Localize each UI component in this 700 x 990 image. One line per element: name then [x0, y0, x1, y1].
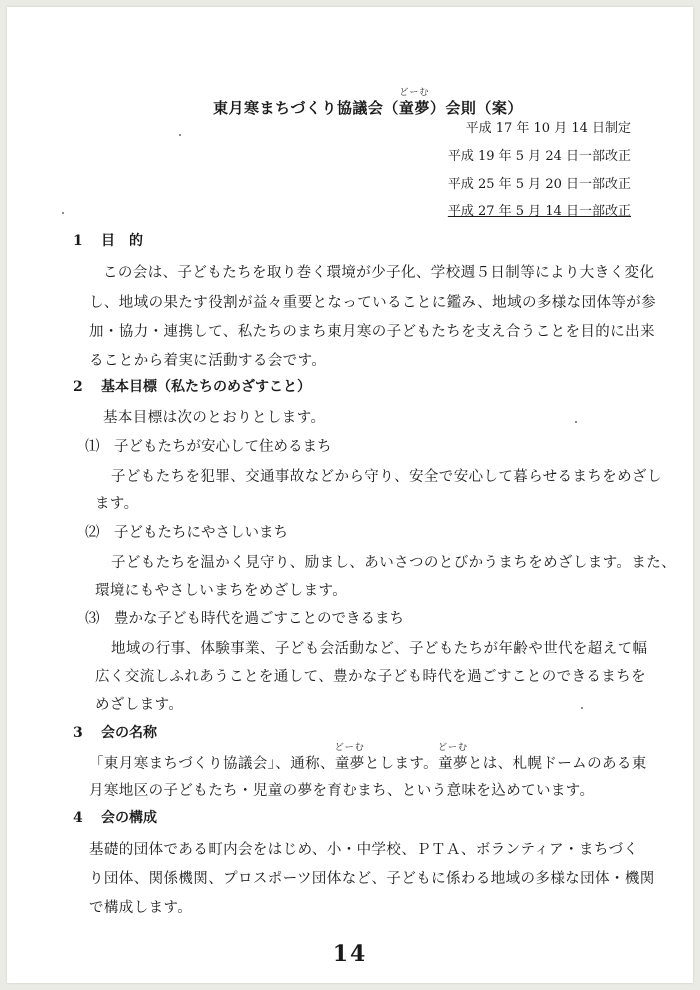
- scan-speck: [575, 421, 577, 423]
- title-part-2: ）会則（案）: [429, 99, 523, 117]
- title-ruby-base: 童夢: [398, 99, 430, 117]
- title-part-1: 東月寒まちづくり協議会（: [213, 99, 399, 117]
- section-4-number: 4: [73, 810, 83, 826]
- revision-line-4: 平成 27 年 5 月 14 日一部改正: [447, 204, 631, 219]
- name-ruby-1: [334, 743, 365, 773]
- section-2-heading: [73, 376, 311, 396]
- revision-line-1: 平成 17 年 10 月 14 日制定: [465, 121, 631, 136]
- section-1-line-2: し、地域の果たす役割が益々重要となっていることに鑑み、地域の多様な団体等が参: [89, 295, 657, 311]
- goal-1-line-2: ます。: [95, 496, 139, 512]
- scan-speck: [581, 707, 583, 709]
- scan-speck: [179, 134, 181, 136]
- title-ruby-reading: どーむ: [399, 88, 430, 98]
- goal-2-line-2: 環境にもやさしいまちをめざします。: [95, 583, 348, 599]
- section-2-number: 2: [73, 379, 83, 395]
- title-ruby: [398, 88, 430, 118]
- name-ruby-2: [437, 743, 468, 773]
- name-ruby-2-reading: どーむ: [437, 743, 468, 753]
- goal-3-line-2: 広く交流しふれあうことを通して、豊かな子ども時代を過ごすことのできるまちを: [95, 669, 647, 685]
- document-title: [213, 88, 523, 118]
- section-1-line-4: ることから着実に活動する会です。: [89, 353, 327, 369]
- section-3-number: 3: [73, 725, 83, 741]
- section-1-title: 目 的: [101, 233, 143, 249]
- section-3-line-1: [89, 743, 647, 773]
- revision-line-2: 平成 19 年 5 月 24 日一部改正: [447, 149, 631, 164]
- section-4-line-3: で構成します。: [89, 900, 193, 916]
- goal-3-label: ⑶ 豊かな子ども時代を過ごすことのできるまち: [85, 611, 404, 627]
- section-2-intro: 基本目標は次のとおりとします。: [103, 410, 326, 426]
- name-ruby-2-base: 童夢: [438, 756, 468, 772]
- name-text-3: とは、札幌ドームのある東: [467, 756, 647, 772]
- goal-2-label: ⑵ 子どもたちにやさしいまち: [85, 525, 288, 541]
- document-page: [7, 7, 693, 983]
- section-3-heading: [73, 722, 157, 742]
- section-4-heading: [73, 807, 157, 827]
- section-4-line-2: り団体、関係機関、プロスポーツ団体など、子どもに係わる地域の多様な団体・機関: [89, 871, 655, 887]
- goal-3-line-1: 地域の行事、体験事業、子ども会活動など、子どもたちが年齢や世代を超えて幅: [111, 641, 648, 657]
- section-1-heading: [73, 230, 143, 250]
- scan-speck: [62, 212, 64, 214]
- goal-1-label: ⑴ 子どもたちが安心して住めるまち: [85, 439, 332, 455]
- section-3-title: 会の名称: [101, 725, 157, 741]
- goal-1-line-1: 子どもたちを犯罪、交通事故などから守り、安全で安心して暮らせるまちをめざし: [111, 469, 662, 485]
- goal-3-line-3: めざします。: [95, 697, 184, 713]
- name-ruby-1-reading: どーむ: [334, 743, 365, 753]
- revision-line-3: 平成 25 年 5 月 20 日一部改正: [447, 177, 631, 192]
- goal-2-line-1: 子どもたちを温かく見守り、励まし、あいさつのとびかうまちをめざします。また、: [111, 555, 677, 571]
- name-text-2: とします。: [364, 756, 439, 772]
- section-1-line-1: この会は、子どもたちを取り巻く環境が少子化、学校週５日制等により大きく変化: [103, 265, 655, 281]
- page-number: 14: [332, 941, 368, 967]
- section-4-line-1: 基礎的団体である町内会をはじめ、小・中学校、ＰＴＡ、ボランティア・まちづく: [89, 842, 639, 858]
- section-3-line-2: 月寒地区の子どもたち・児童の夢を育むまち、という意味を込めています。: [89, 783, 595, 799]
- section-1-line-3: 加・協力・連携して、私たちのまち東月寒の子どもたちを支え合うことを目的に出来: [89, 324, 655, 340]
- section-4-title: 会の構成: [101, 810, 157, 826]
- section-2-title: 基本目標（私たちのめざすこと）: [101, 379, 311, 395]
- name-ruby-1-base: 童夢: [334, 756, 365, 772]
- name-text-1: 「東月寒まちづくり協議会」、通称、: [89, 756, 335, 772]
- section-1-number: 1: [73, 233, 83, 249]
